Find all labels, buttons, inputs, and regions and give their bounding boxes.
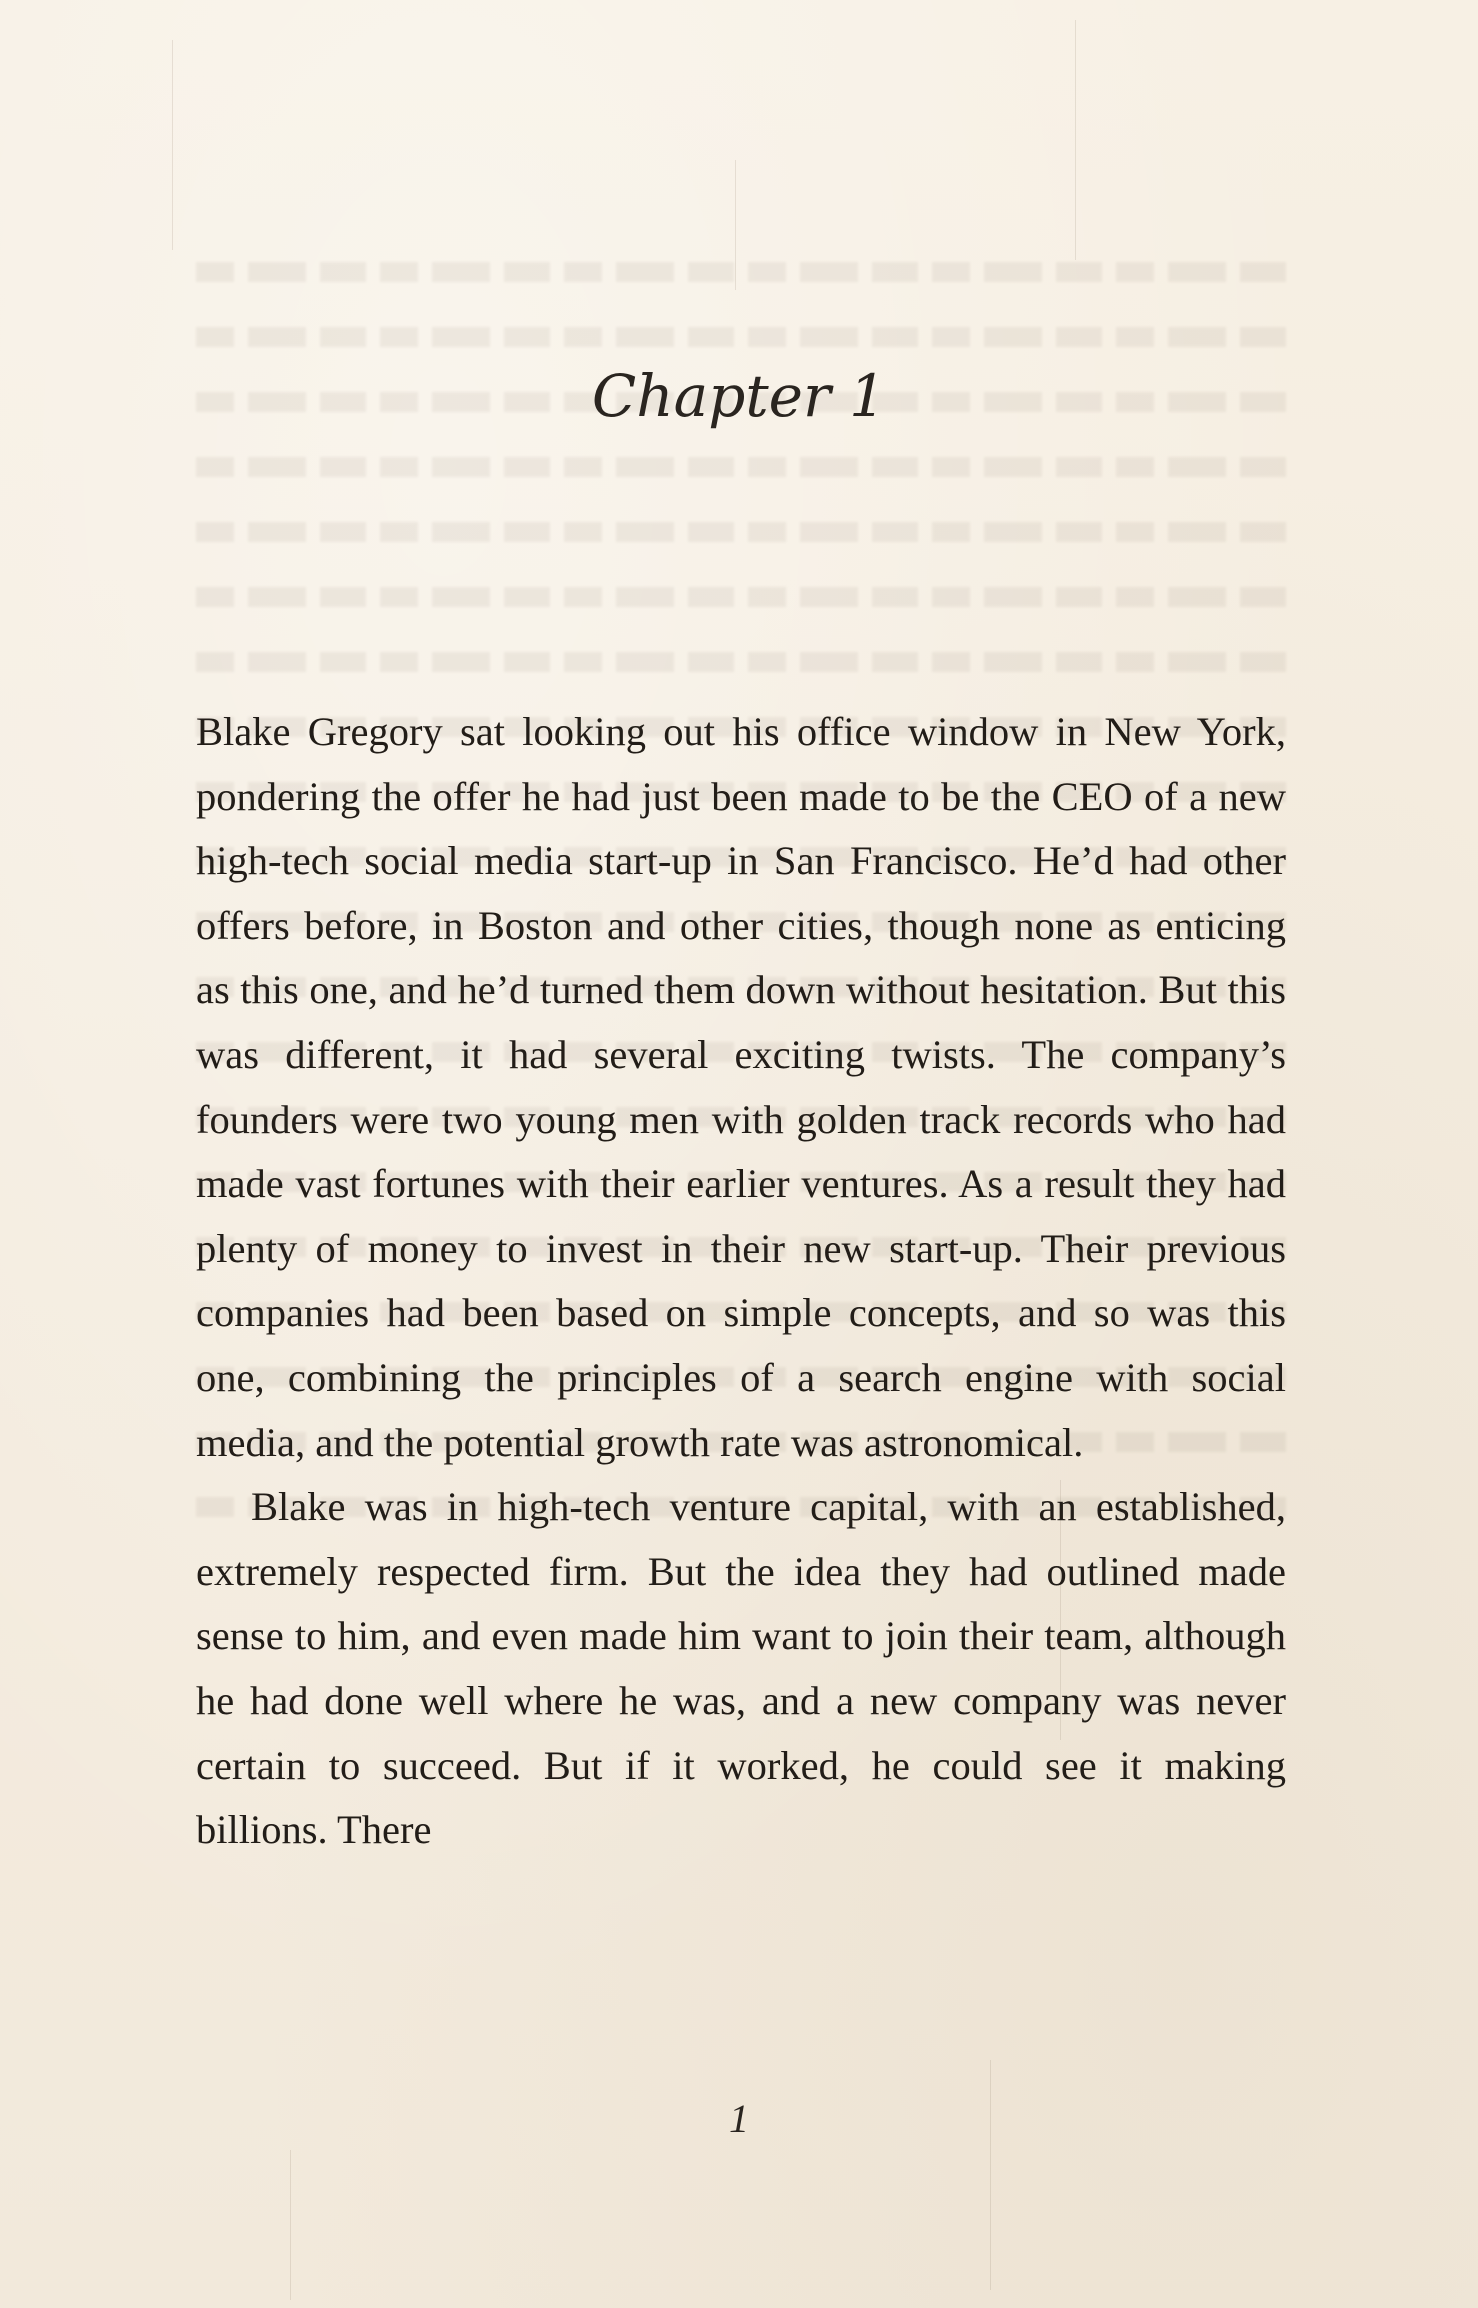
chapter-title: Chapter 1 [591, 362, 887, 430]
page-number: 1 [729, 2096, 749, 2141]
paper-scratch [290, 2150, 291, 2300]
paragraph-2: Blake was in high-tech venture capital, with an established, extremely respected firm. But the idea they had outlined made sense to him, and even made him want to join their team, although he had done well where he was, and a new company was never certain to succeed. But if it worked, he could see it making billions. There [196, 1484, 1286, 1853]
chapter-body [196, 700, 1286, 1863]
paper-scratch [735, 160, 736, 290]
paper-scratch [1075, 20, 1076, 260]
paper-scratch [172, 40, 173, 250]
paragraph-1: Blake Gregory sat looking out his office window in New York, pondering the offer he had just been made to be the CEO of a new high-tech social media start-up in San Francisco. He’d had other offers before, in Boston and other cities, though none as enticing as this one, and he’d turned them down without hesitation. But this was different, it had several exciting twists. The company’s founders were two young men with golden track records who had made vast fortunes with their earlier ventures. As a result they had plenty of money to invest in their new start-up. Their previous companies had been based on simple concepts, and so was this one, combining the principles of a search engine with social media, and the potential growth rate was astronomical. [196, 709, 1286, 1465]
